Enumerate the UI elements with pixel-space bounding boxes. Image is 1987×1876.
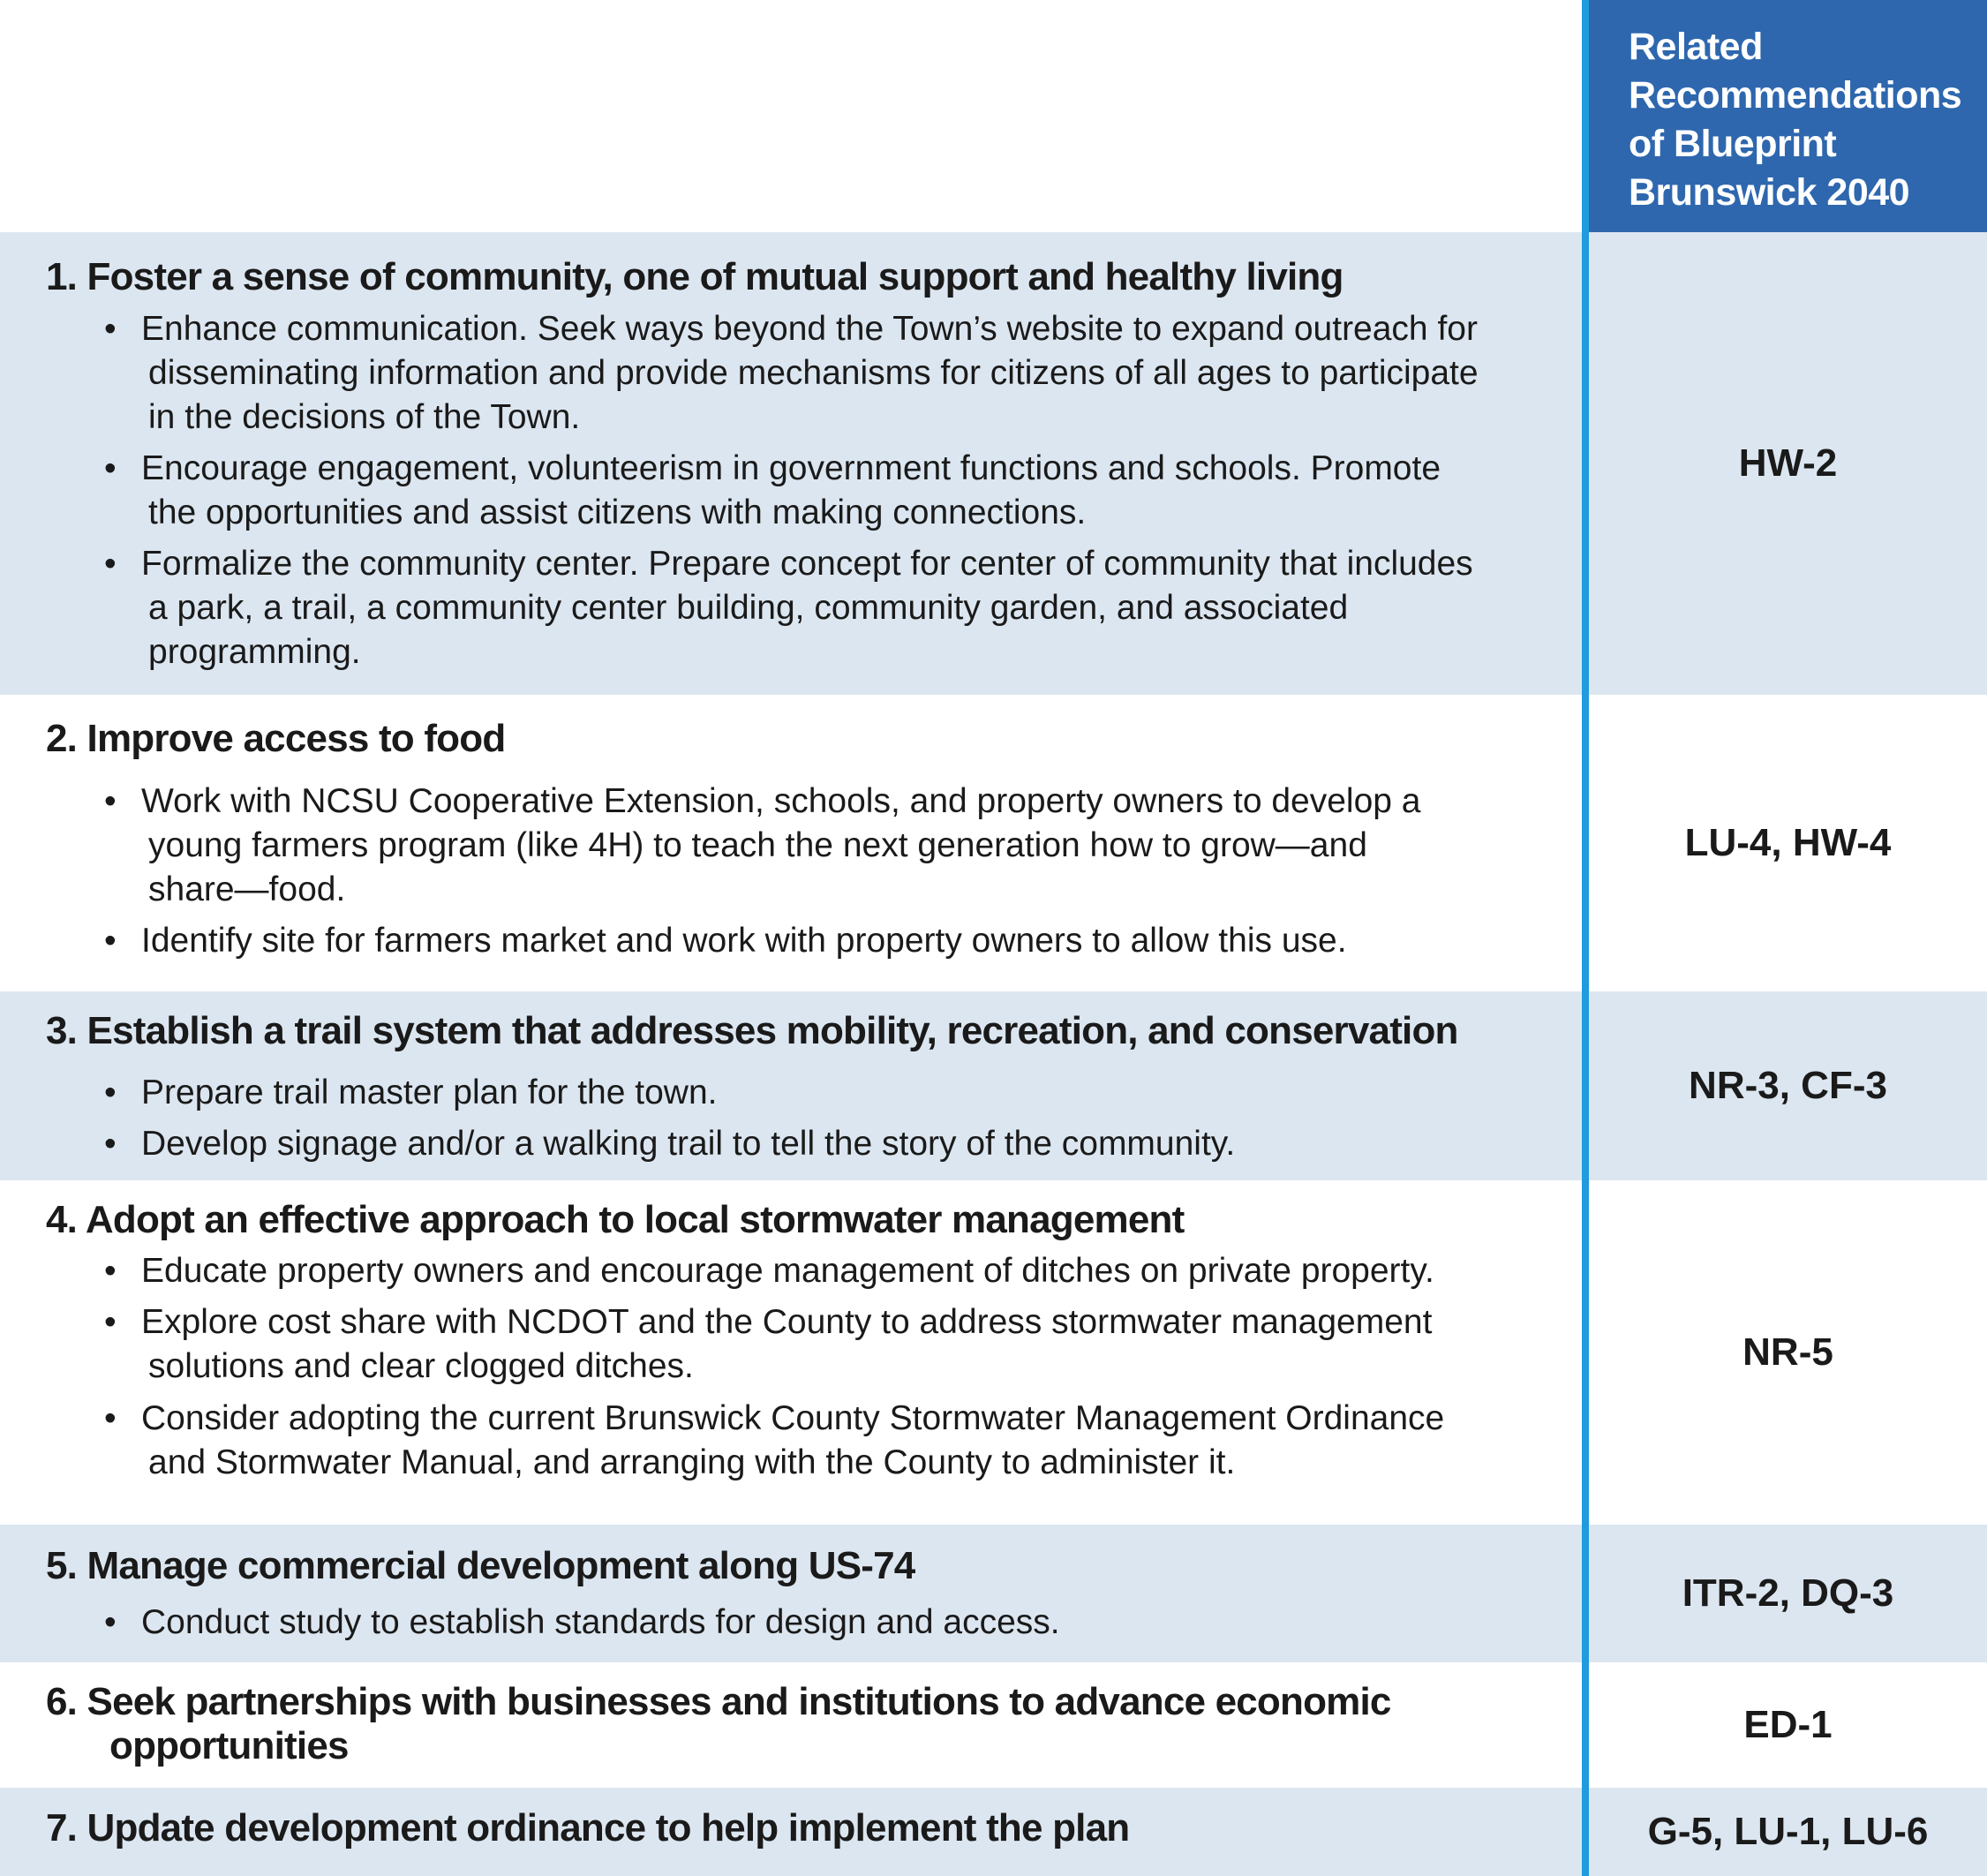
table-row xyxy=(0,1662,1582,1788)
bullet-text: Develop signage and/or a walking trail to tell the story of the community. xyxy=(141,1125,1236,1163)
list-item xyxy=(104,307,1479,440)
related-recommendation: NR-5 xyxy=(1589,1180,1987,1525)
goal-title: 5. Manage commercial development along US-74 xyxy=(46,1544,915,1587)
bullet-text: disseminating information and provide mechanisms for citizens of all ages to participate xyxy=(148,354,1479,392)
goal-title: 1. Foster a sense of community, one of mutual support and healthy living xyxy=(46,255,1343,298)
list-item xyxy=(104,1249,1434,1293)
table-row xyxy=(0,1788,1582,1876)
list-item xyxy=(104,1300,1432,1389)
bullet-text: Encourage engagement, volunteerism in government functions and schools. Promote xyxy=(141,449,1441,487)
bullet-icon: • xyxy=(104,1399,117,1437)
bullet-text: share—food. xyxy=(148,870,346,908)
bullet-text: programming. xyxy=(148,633,361,671)
list-item xyxy=(104,1601,1060,1645)
header-line: Brunswick 2040 xyxy=(1629,171,1910,214)
table-row xyxy=(0,991,1582,1180)
bullet-text: young farmers program (like 4H) to teach the next generation how to grow—and xyxy=(148,826,1367,864)
bullet-text: Enhance communication. Seek ways beyond the Town’s website to expand outreach for xyxy=(141,310,1478,348)
table-row xyxy=(0,695,1582,991)
list-item xyxy=(104,1071,717,1115)
table-row xyxy=(0,232,1582,695)
bullet-icon: • xyxy=(104,782,117,820)
bullet-text: Prepare trail master plan for the town. xyxy=(141,1074,718,1111)
bullet-icon: • xyxy=(104,922,117,960)
bullet-icon: • xyxy=(104,1125,117,1163)
header-line: Related xyxy=(1629,26,1763,68)
bullet-text: in the decisions of the Town. xyxy=(148,398,581,436)
bullet-icon: • xyxy=(104,1603,117,1641)
bullet-icon: • xyxy=(104,1252,117,1290)
list-item xyxy=(104,447,1441,535)
bullet-text: Work with NCSU Cooperative Extension, schools, and property owners to develop a xyxy=(141,782,1421,820)
bullet-text: solutions and clear clogged ditches. xyxy=(148,1347,694,1385)
goal-title-line: 6. Seek partnerships with businesses and institutions to advance economic xyxy=(46,1680,1391,1723)
related-recommendation: HW-2 xyxy=(1589,232,1987,695)
list-item xyxy=(104,542,1473,674)
bullet-icon: • xyxy=(104,545,117,583)
bullet-text: Educate property owners and encourage management of ditches on private property. xyxy=(141,1252,1434,1290)
bullet-icon: • xyxy=(104,449,117,487)
bullet-text: Formalize the community center. Prepare concept for center of community that includes xyxy=(141,545,1473,583)
related-recommendation: ED-1 xyxy=(1589,1662,1987,1788)
goal-title: 3. Establish a trail system that addresses mobility, recreation, and conservation xyxy=(46,1009,1458,1052)
related-recommendation: ITR-2, DQ-3 xyxy=(1589,1525,1987,1662)
goal-title: 2. Improve access to food xyxy=(46,717,506,760)
list-item xyxy=(104,919,1347,963)
related-recommendation: G-5, LU-1, LU-6 xyxy=(1589,1788,1987,1876)
header-line: of Blueprint xyxy=(1629,123,1837,165)
list-item xyxy=(104,1397,1444,1485)
header-related-recommendations xyxy=(1589,0,1987,232)
bullet-text: Explore cost share with NCDOT and the County to address stormwater management xyxy=(141,1303,1433,1341)
goal-title xyxy=(46,1680,1391,1768)
related-recommendation: LU-4, HW-4 xyxy=(1589,695,1987,991)
bullet-text: the opportunities and assist citizens with making connections. xyxy=(148,493,1087,531)
bullet-text: Consider adopting the current Brunswick County Stormwater Management Ordinance xyxy=(141,1399,1445,1437)
bullet-text: and Stormwater Manual, and arranging with the County to administer it. xyxy=(148,1443,1236,1481)
related-recommendation: NR-3, CF-3 xyxy=(1589,991,1987,1180)
list-item xyxy=(104,1122,1235,1166)
header-line: Recommendations xyxy=(1629,74,1962,117)
bullet-icon: • xyxy=(104,1074,117,1111)
table-row xyxy=(0,1180,1582,1525)
bullet-text: Identify site for farmers market and work with property owners to allow this use. xyxy=(141,922,1347,960)
bullet-text: Conduct study to establish standards for design and access. xyxy=(141,1603,1060,1641)
column-divider xyxy=(1582,0,1589,1876)
goal-title-continuation: opportunities xyxy=(109,1724,349,1767)
goal-title: 7. Update development ordinance to help implement the plan xyxy=(46,1806,1130,1850)
list-item xyxy=(104,780,1421,912)
bullet-icon: • xyxy=(104,1303,117,1341)
bullet-icon: • xyxy=(104,310,117,348)
goal-title: 4. Adopt an effective approach to local stormwater management xyxy=(46,1198,1185,1241)
bullet-text: a park, a trail, a community center building, community garden, and associated xyxy=(148,589,1349,627)
table-row xyxy=(0,1525,1582,1662)
